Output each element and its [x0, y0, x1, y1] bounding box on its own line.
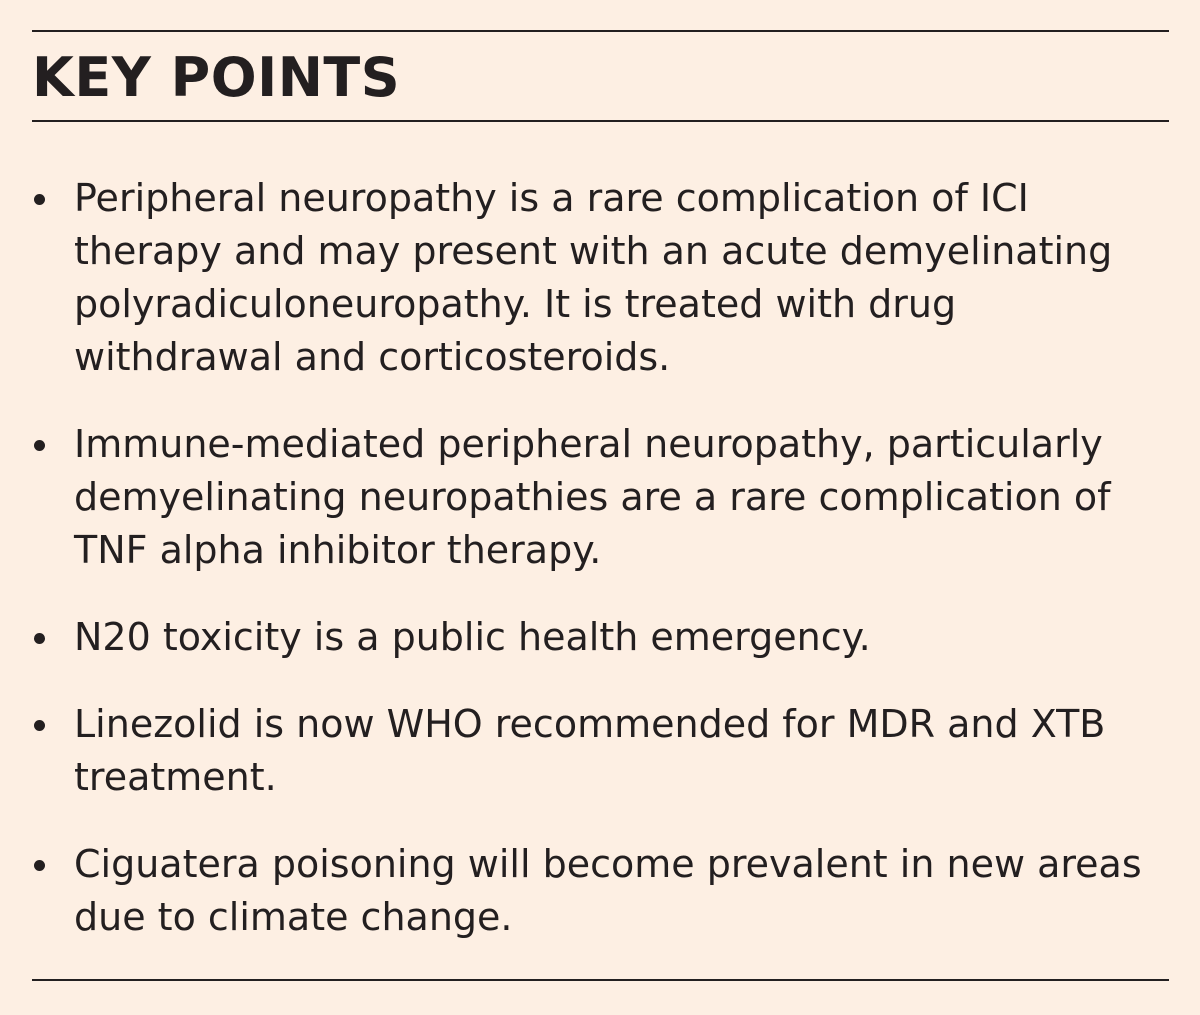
key-point-item: [32, 172, 1152, 384]
key-points-list: [32, 172, 1152, 978]
key-point-item: [32, 698, 1152, 804]
key-points-heading: KEY POINTS: [32, 46, 401, 109]
key-point-item: [32, 838, 1152, 944]
bullet-icon: [34, 633, 45, 644]
key-point-text: Ciguatera poisoning will become prevalent in new areas due to climate change.: [74, 842, 1142, 939]
key-point-text: Linezolid is now WHO recommended for MDR and XTB treatment.: [74, 702, 1106, 799]
key-point-text: Immune-mediated peripheral neuropathy, particularly demyelinating neuropathies are a rare complication of TNF alpha inhibitor therapy.: [74, 422, 1111, 572]
top-divider: [32, 30, 1169, 32]
key-point-text: N20 toxicity is a public health emergency.: [74, 615, 871, 659]
bullet-icon: [34, 194, 45, 205]
key-point-item: [32, 611, 1152, 664]
bullet-icon: [34, 860, 45, 871]
bottom-divider: [32, 979, 1169, 981]
bullet-icon: [34, 440, 45, 451]
key-point-item: [32, 418, 1152, 577]
key-point-text: Peripheral neuropathy is a rare complication of ICI therapy and may present with an acute demyelinating polyradiculoneuropathy. It is treated with drug withdrawal and corticosteroids.: [74, 176, 1113, 379]
bullet-icon: [34, 720, 45, 731]
heading-divider: [32, 120, 1169, 122]
